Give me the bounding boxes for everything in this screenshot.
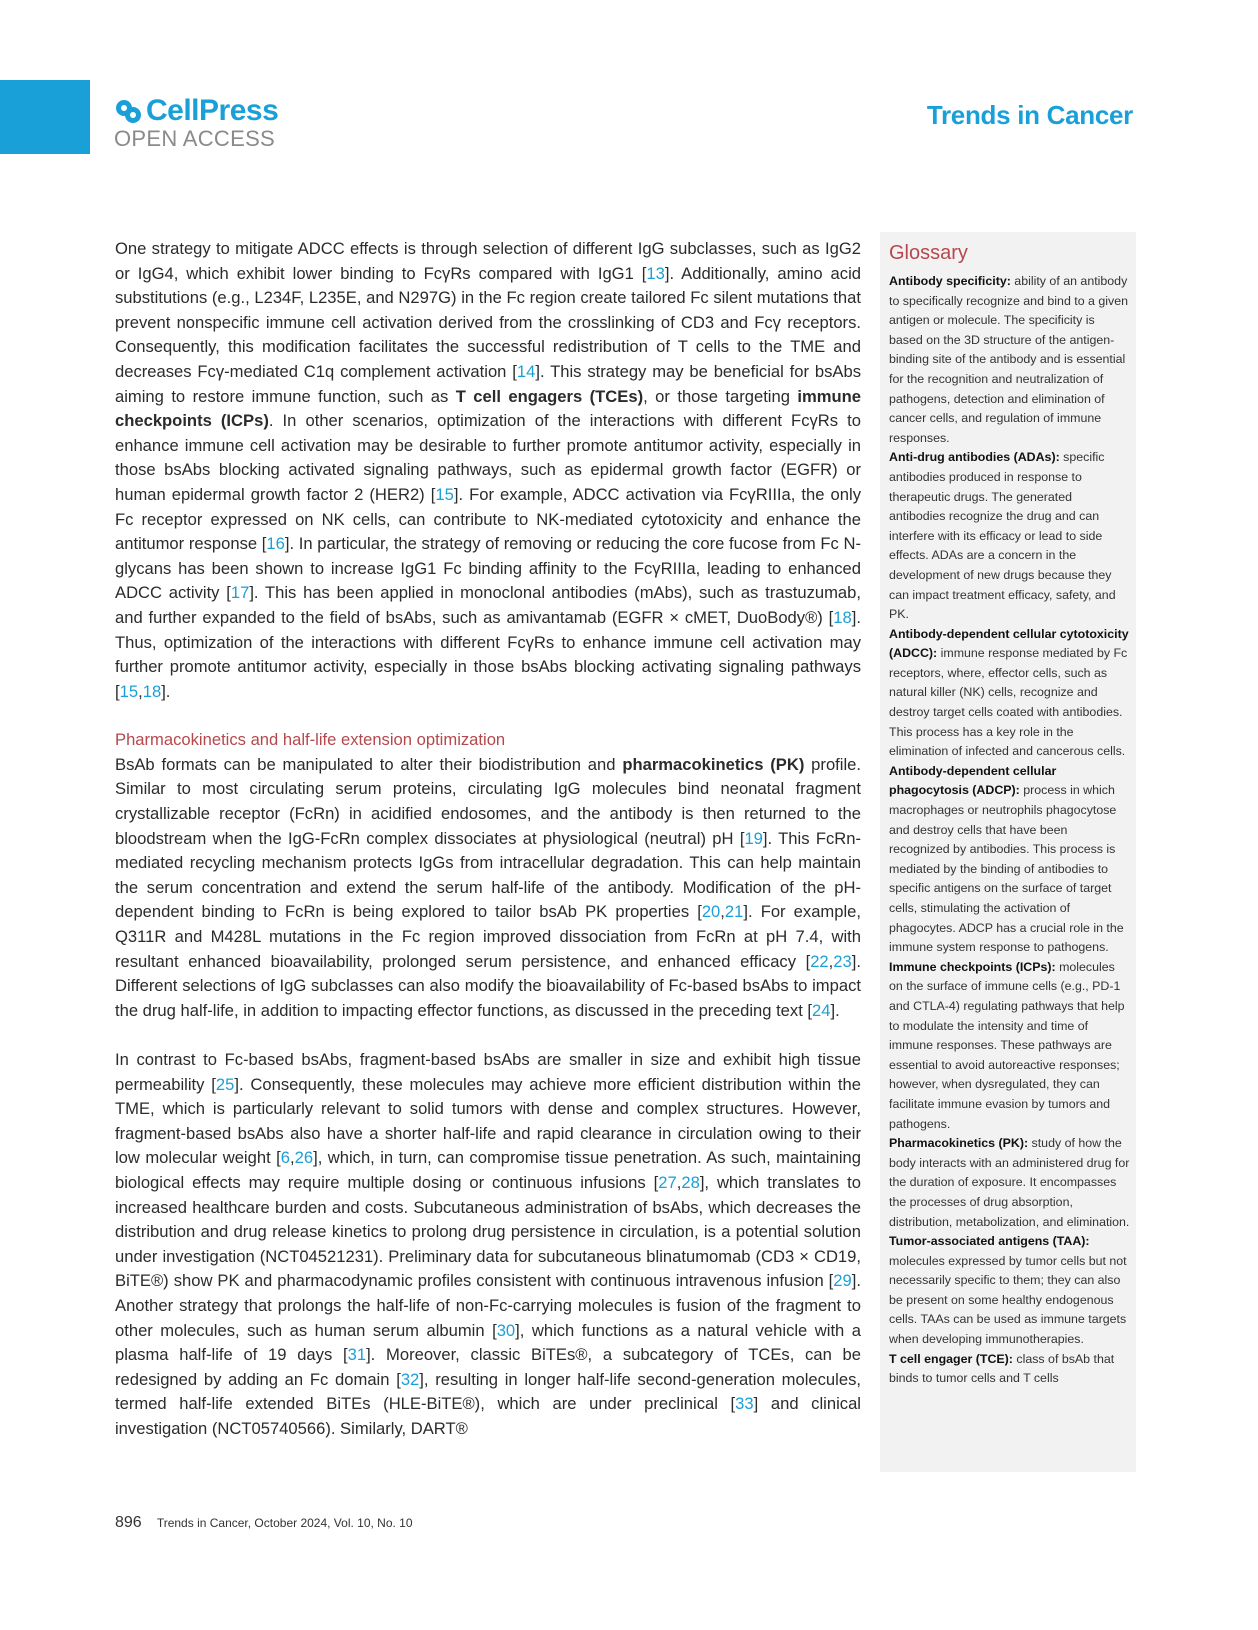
citation-link[interactable]: 16 bbox=[266, 534, 285, 554]
body-paragraph: BsAb formats can be manipulated to alter their biodistribution and pharmacokinetics (PK) profile. Similar to most circulating serum proteins, circulating IgG molecules bind neonatal fragment crystallizable receptor (FcRn) in acidified endosomes, and the antibody is then returned to the bloodstream when the IgG-FcRn complex dissociates at physiological (neutral) pH [19]. This FcRn-mediated recycling mechanism protects IgGs from intracellular degradation. This can help maintain the serum concentration and extend the serum half-life of the antibody. Modification of the pH-dependent binding to FcRn is being explored to tailor bsAb PK properties [20,21]. For example, Q311R and M428L mutations in the Fc region improved dissociation from FcRn at pH 7.4, with resultant enhanced bioavailability, prolonged serum persistence, and enhanced efficacy [22,23]. Different selections of IgG subclasses can also modify the bioavailability of Fc-based bsAbs to impact the drug half-life, in addition to impacting effector functions, as discussed in the preceding text [24]. bbox=[115, 754, 861, 1020]
glossary-definition: process in which macrophages or neutrophils phagocytose and destroy cells that have been recognized by antibodies. This process is mediated by the binding of antibodies to specific antigens on the surface of target cells, stimulating the activation of phagocytes. ADCP has a crucial role in the immune system response to pathogens. bbox=[889, 783, 1124, 955]
main-column bbox=[115, 237, 861, 1442]
citation-link[interactable]: 24 bbox=[812, 1000, 831, 1020]
citation-link[interactable]: 23 bbox=[833, 951, 852, 971]
citation-link[interactable]: 27 bbox=[658, 1172, 677, 1192]
glossary-term-highlight: immune checkpoints (ICPs) bbox=[115, 386, 861, 431]
glossary-definition: molecules expressed by tumor cells but not necessarily specific to them; they can also be present on some healthy endogenous cells. TAAs can be used as immune targets when developing immunotherapies. bbox=[889, 1253, 1127, 1347]
glossary-definition: immune response mediated by Fc receptors, where, effector cells, such as natural killer (NK) cells, recognize and destroy target cells coated with antibodies. This process has a key role in the elimination of infected and cancerous cells. bbox=[889, 646, 1128, 759]
glossary-term-highlight: pharmacokinetics (PK) bbox=[622, 754, 805, 774]
body-paragraph: One strategy to mitigate ADCC effects is through selection of different IgG subclasses, such as IgG2 or IgG4, which exhibit lower binding to FcγRs compared with IgG1 [13]. Additionally, amino acid substitutions (e.g., L234F, L235E, and N297G) in the Fc region create tailored Fc silent mutations that prevent nonspecific immune cell activation derived from the crosslinking of CD3 and Fcγ receptors. Consequently, this modification facilitates the successful redistribution of T cells to the TME and decreases Fcγ-mediated C1q complement activation [14]. This strategy may be beneficial for bsAbs aiming to restore immune function, such as T cell engagers (TCEs), or those targeting immune checkpoints (ICPs). In other scenarios, optimization of the interactions with different FcγRs to enhance immune cell activation may be desirable to further promote antitumor activity, especially in those bsAbs blocking activated signaling pathways, such as epidermal growth factor (EGFR) or human epidermal growth factor 2 (HER2) [15]. For example, ADCC activation via FcγRIIIa, the only Fc receptor expressed on NK cells, can contribute to NK-mediated cytotoxicity and enhance the antitumor response [16]. In particular, the strategy of removing or reducing the core fucose from Fc N-glycans has been shown to increase IgG1 Fc binding affinity to the FcγRIIIa, leading to enhanced ADCC activity [17]. This has been applied in monoclonal antibodies (mAbs), such as trastuzumab, and further expanded to the field of bsAbs, such as amivantamab (EGFR × cMET, DuoBody®) [18]. Thus, optimization of the interactions with different FcγRs to enhance immune cell activation may further promote antitumor activity, especially in those bsAbs blocking activating signaling pathways [15,18]. bbox=[115, 239, 862, 701]
page-footer bbox=[115, 1514, 413, 1532]
citation-link[interactable]: 20 bbox=[701, 902, 721, 922]
glossary-sidebar bbox=[880, 232, 1136, 1472]
citation-link[interactable]: 28 bbox=[681, 1172, 700, 1192]
glossary-term: Anti-drug antibodies (ADAs): bbox=[889, 450, 1060, 465]
citation-link[interactable]: 31 bbox=[347, 1345, 367, 1365]
citation-link[interactable]: 30 bbox=[496, 1320, 516, 1340]
journal-citation: Trends in Cancer, October 2024, Vol. 10, No. 10 bbox=[156, 1516, 413, 1530]
glossary-entry bbox=[889, 448, 1130, 624]
glossary-term-highlight: T cell engagers (TCEs) bbox=[455, 386, 644, 406]
glossary-term: Immune checkpoints (ICPs): bbox=[889, 959, 1056, 974]
citation-link[interactable]: 15 bbox=[119, 681, 139, 701]
glossary-definition: ability of an antibody to specifically recognize and bind to a given antigen or molecule. The specificity is based on the 3D structure of the antigen-binding site of the antibody and is essential for the recognition and neutralization of pathogens, detection and elimination of cancer cells, and regulation of immune responses. bbox=[889, 274, 1129, 445]
citation-link[interactable]: 22 bbox=[810, 951, 829, 971]
citation-link[interactable]: 33 bbox=[735, 1394, 754, 1414]
glossary-definition: specific antibodies produced in response to therapeutic drugs. The generated antibodies recognize the drug and can interfere with its efficacy or lead to side effects. ADAs are a concern in the development of new drugs because they can impact treatment efficacy, safety, and PK. bbox=[889, 450, 1116, 622]
glossary-entry bbox=[889, 1232, 1130, 1350]
glossary-term: Antibody specificity: bbox=[889, 274, 1011, 288]
citation-link[interactable]: 6 bbox=[280, 1148, 290, 1168]
cellpress-logo-icon bbox=[114, 96, 142, 126]
glossary-entry bbox=[889, 625, 1130, 762]
glossary-definition: study of how the body interacts with an administered drug for the duration of exposure. It encompasses the processes of drug absorption, distribution, metabolization, and elimination. bbox=[889, 1136, 1130, 1229]
glossary-term: Antibody-dependent cellular cytotoxicity (ADCC): bbox=[889, 626, 1129, 661]
citation-link[interactable]: 29 bbox=[833, 1271, 852, 1291]
glossary-entry bbox=[889, 958, 1130, 1134]
glossary-list bbox=[889, 272, 1130, 1389]
citation-link[interactable]: 18 bbox=[833, 607, 852, 627]
glossary-term: Pharmacokinetics (PK): bbox=[889, 1136, 1029, 1151]
glossary-entry bbox=[889, 272, 1130, 448]
citation-link[interactable]: 17 bbox=[230, 583, 250, 603]
citation-link[interactable]: 25 bbox=[215, 1074, 235, 1094]
citation-link[interactable]: 26 bbox=[294, 1148, 314, 1168]
cellpress-logo bbox=[114, 96, 278, 150]
blue-corner-tab bbox=[0, 80, 90, 154]
glossary-entry bbox=[889, 762, 1130, 958]
glossary-title: Glossary bbox=[889, 242, 968, 264]
citation-link[interactable]: 21 bbox=[724, 902, 744, 922]
brand-name: CellPress bbox=[146, 94, 279, 127]
glossary-term: Antibody-dependent cellular phagocytosis (ADCP): bbox=[889, 763, 1057, 798]
page-number: 896 bbox=[115, 1514, 142, 1531]
glossary-entry bbox=[889, 1350, 1130, 1389]
glossary-term: T cell engager (TCE): bbox=[889, 1351, 1013, 1366]
citation-link[interactable]: 32 bbox=[400, 1369, 420, 1389]
citation-link[interactable]: 13 bbox=[646, 263, 665, 283]
glossary-definition: molecules on the surface of immune cells (e.g., PD-1 and CTLA-4) regulating pathways that help to modulate the intensity and time of immune responses. These pathways are essential to avoid autoreactive responses; however, when dysregulated, they can facilitate immune evasion by tumors and pathogens. bbox=[889, 959, 1125, 1131]
glossary-entry bbox=[889, 1134, 1130, 1232]
glossary-term: Tumor-associated antigens (TAA): bbox=[889, 1234, 1090, 1249]
glossary-definition: class of bsAb that binds to tumor cells and T cells bbox=[889, 1351, 1115, 1386]
citation-link[interactable]: 19 bbox=[744, 828, 763, 848]
citation-link[interactable]: 18 bbox=[142, 681, 162, 701]
section-heading: Pharmacokinetics and half-life extension optimization bbox=[115, 730, 506, 750]
body-paragraph: In contrast to Fc-based bsAbs, fragment-based bsAbs are smaller in size and exhibit high tissue permeability [25]. Consequently, these molecules may achieve more efficient distribution within the TME, which is particularly relevant to solid tumors with dense and complex structures. However, fragment-based bsAbs also have a shorter half-life and rapid clearance in circulation owing to their low molecular weight [6,26], which, in turn, can compromise tissue penetration. As such, maintaining biological effects may require multiple dosing or continuous infusions [27,28], which translates to increased healthcare burden and costs. Subcutaneous administration of bsAbs, which decreases the distribution and drug release kinetics to prolong drug persistence in circulation, is a potential solution under investigation (NCT04521231). Preliminary data for subcutaneous blinatumomab (CD3 × CD19, BiTE®) show PK and pharmacodynamic profiles consistent with continuous intravenous infusion [29]. Another strategy that prolongs the half-life of non-Fc-carrying molecules is fusion of the fragment to other molecules, such as human serum albumin [30], which functions as a natural vehicle with a plasma half-life of 19 days [31]. Moreover, classic BiTEs®, a subcategory of TCEs, can be redesigned by adding an Fc domain [32], resulting in longer half-life second-generation molecules, termed half-life extended BiTEs (HLE-BiTE®), which are under preclinical [33] and clinical investigation (NCT05740566). Similarly, DART® bbox=[115, 1050, 861, 1438]
citation-link[interactable]: 14 bbox=[516, 361, 536, 381]
citation-link[interactable]: 15 bbox=[435, 484, 454, 504]
journal-title: Trends in Cancer bbox=[926, 100, 1133, 130]
open-access-label: OPEN ACCESS bbox=[114, 126, 276, 151]
